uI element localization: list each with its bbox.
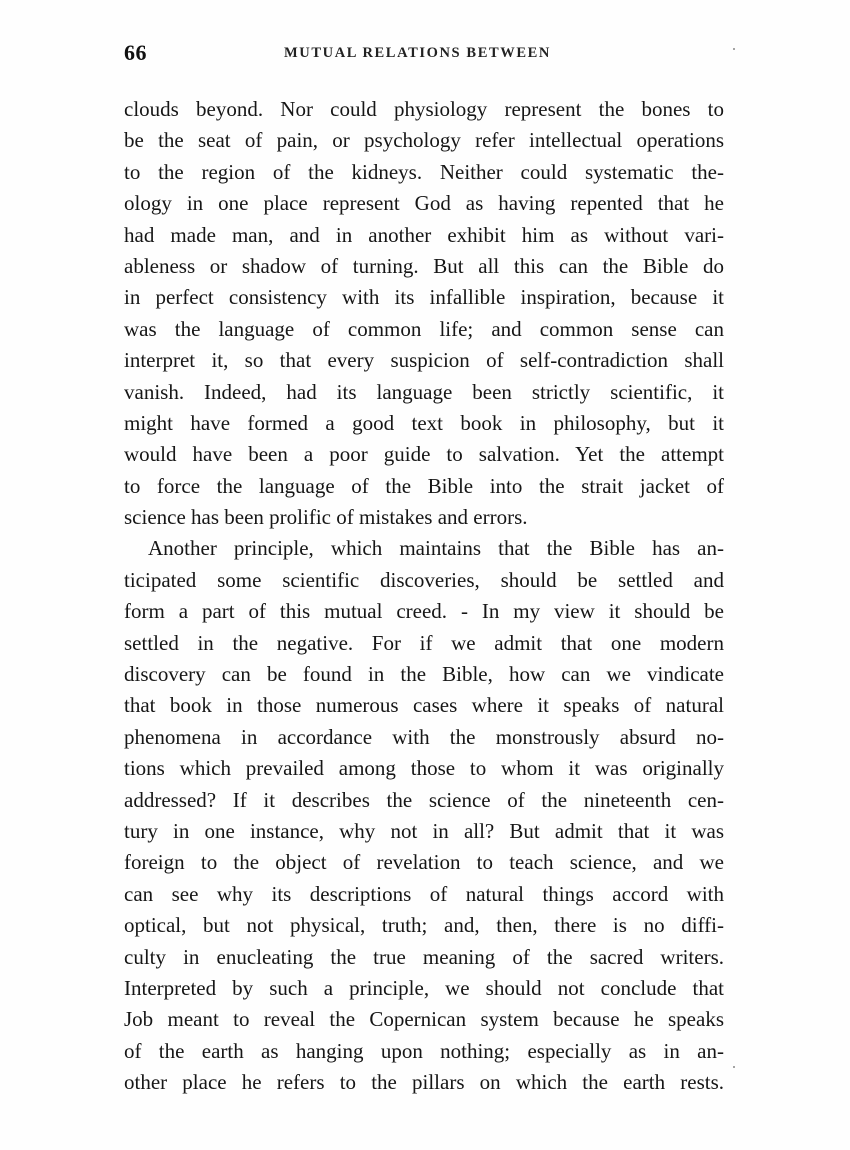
text-line: to the region of the kidneys. Neither could systematic the-: [124, 159, 724, 184]
running-head: [124, 40, 724, 70]
body-text: [124, 94, 724, 1099]
text-line: had made man, and in another exhibit him as without vari-: [124, 222, 724, 247]
text-line: optical, but not physical, truth; and, then, there is no diffi-: [124, 913, 724, 938]
paragraph-1: [124, 94, 724, 533]
text-line: of the earth as hanging upon nothing; especially as in an-: [124, 1038, 724, 1063]
text-line: was the language of common life; and common sense can: [124, 316, 724, 341]
running-title: MUTUAL RELATIONS BETWEEN: [284, 45, 551, 61]
scan-speck: [733, 48, 735, 50]
text-line: interpret it, so that every suspicion of self-contradiction shall: [124, 348, 724, 373]
text-line: Job meant to reveal the Copernican system because he speaks: [124, 1007, 724, 1032]
text-line: be the seat of pain, or psychology refer intellectual operations: [124, 128, 724, 153]
text-line: form a part of this mutual creed. - In my view it should be: [124, 599, 724, 624]
text-line: tury in one instance, why not in all? But admit that it was: [124, 818, 724, 843]
text-line: that book in those numerous cases where it speaks of natural: [124, 693, 724, 718]
text-line: might have formed a good text book in philosophy, but it: [124, 410, 724, 435]
text-line: culty in enucleating the true meaning of the sacred writers.: [124, 944, 724, 969]
page-number: 66: [124, 40, 147, 65]
paragraph-2: [124, 533, 724, 1098]
text-line: phenomena in accordance with the monstrously absurd no-: [124, 724, 724, 749]
text-line: in perfect consistency with its infallible inspiration, because it: [124, 285, 724, 310]
text-line: settled in the negative. For if we admit that one modern: [124, 630, 724, 655]
text-line: discovery can be found in the Bible, how can we vindicate: [124, 662, 724, 687]
text-line: clouds beyond. Nor could physiology represent the bones to: [124, 97, 724, 121]
text-line: to force the language of the Bible into the strait jacket of: [124, 473, 724, 498]
text-line: vanish. Indeed, had its language been strictly scientific, it: [124, 379, 724, 404]
text-line: addressed? If it describes the science of the nineteenth cen-: [124, 787, 724, 812]
text-line: ology in one place represent God as having repented that he: [124, 191, 724, 216]
text-line: ableness or shadow of turning. But all this can the Bible do: [124, 253, 724, 278]
text-line: Interpreted by such a principle, we should not conclude that: [124, 975, 724, 1000]
text-line: tions which prevailed among those to whom it was originally: [124, 756, 724, 781]
text-line: ticipated some scientific discoveries, should be settled and: [124, 567, 724, 592]
text-line: would have been a poor guide to salvation. Yet the attempt: [124, 442, 724, 467]
scan-speck: [733, 1066, 735, 1068]
text-line: Another principle, which maintains that the Bible has an-: [148, 536, 724, 561]
text-line: science has been prolific of mistakes and errors.: [124, 505, 528, 530]
text-line: can see why its descriptions of natural things accord with: [124, 881, 724, 906]
text-line: other place he refers to the pillars on which the earth rests.: [124, 1070, 724, 1095]
text-line: foreign to the object of revelation to teach science, and we: [124, 850, 724, 875]
